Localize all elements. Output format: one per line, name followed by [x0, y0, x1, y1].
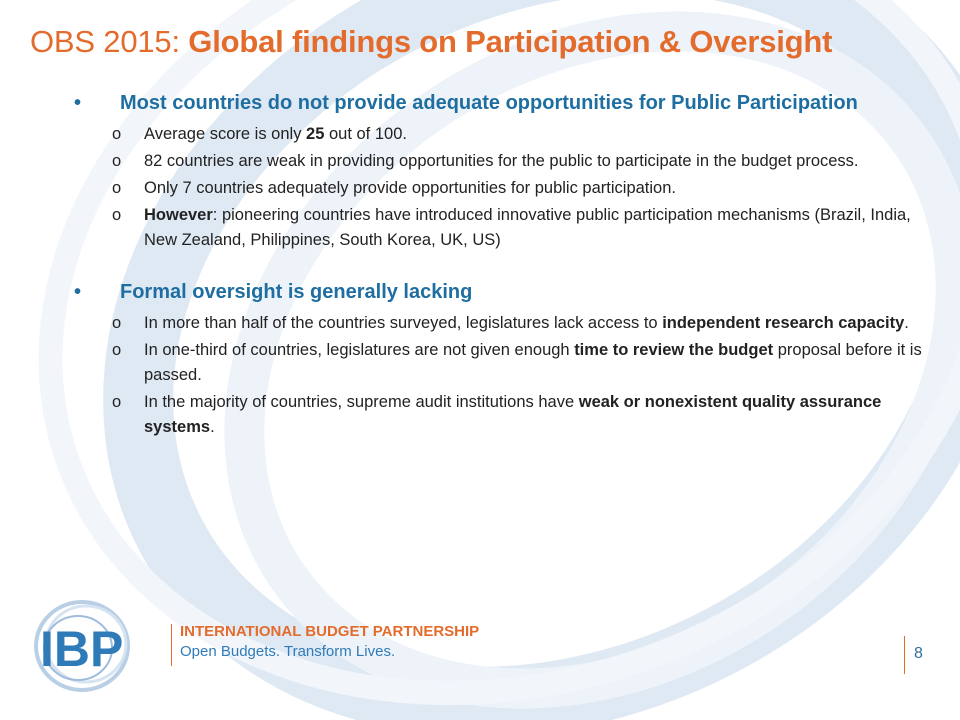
- title-prefix: OBS 2015:: [30, 24, 189, 59]
- circle-bullet-icon: o: [112, 152, 122, 170]
- section-participation-heading: [72, 88, 922, 118]
- list-item: [72, 176, 922, 201]
- bullet-icon: •: [74, 281, 82, 303]
- item-text-bold: 25: [306, 125, 325, 143]
- list-item: [72, 149, 922, 174]
- ibp-logo: [30, 594, 480, 694]
- item-text-bold: time to review the budget: [574, 341, 774, 359]
- page-number-divider: [904, 636, 905, 674]
- list-item: [72, 203, 922, 253]
- item-text-bold: independent research capacity: [662, 314, 905, 332]
- item-text: In more than half of the countries surveyed, legislatures lack access to: [144, 314, 663, 332]
- list-item: [72, 338, 922, 388]
- item-text-bold: weak or nonexistent quality assurance systems: [144, 393, 882, 436]
- item-text: .: [904, 314, 909, 332]
- heading-text: Most countries do not provide adequate opportunities for Public Participation: [120, 92, 858, 114]
- bullet-icon: •: [74, 92, 82, 114]
- circle-bullet-icon: o: [112, 341, 122, 359]
- page-number: 8: [914, 645, 923, 662]
- item-text: In the majority of countries, supreme audit institutions have: [144, 393, 579, 411]
- circle-bullet-icon: o: [112, 206, 122, 224]
- logo-organization-name: INTERNATIONAL BUDGET PARTNERSHIP: [180, 623, 480, 640]
- list-item: [72, 122, 922, 147]
- ibp-logo-mark-icon: [30, 594, 170, 694]
- item-text: In one-third of countries, legislatures are not given enough: [144, 341, 575, 359]
- item-text-bold: However: [144, 206, 213, 224]
- item-text: Average score is only: [144, 125, 307, 143]
- circle-bullet-icon: o: [112, 179, 122, 197]
- list-item: [72, 390, 922, 440]
- item-text: : pioneering countries have introduced innovative public participation mechanisms (Brazil, India, New Zealand, Philippines, South Korea, UK, US): [144, 206, 911, 249]
- circle-bullet-icon: o: [112, 393, 122, 411]
- item-text: Only 7 countries adequately provide opportunities for public participation.: [144, 179, 676, 197]
- participation-findings-list: [72, 122, 922, 253]
- circle-bullet-icon: o: [112, 314, 122, 332]
- item-text: proposal before it is passed.: [144, 341, 922, 384]
- item-text: 82 countries are weak in providing opportunities for the public to participate in the budget process.: [144, 152, 859, 170]
- section-oversight-heading: [72, 277, 922, 307]
- logo-tagline: Open Budgets. Transform Lives.: [180, 643, 396, 660]
- content-body: [72, 88, 922, 442]
- oversight-findings-list: [72, 311, 922, 440]
- heading-text: Formal oversight is generally lacking: [120, 281, 473, 303]
- slide-title: [30, 24, 950, 60]
- circle-bullet-icon: o: [112, 125, 122, 143]
- item-text: .: [210, 418, 215, 436]
- list-item: [72, 311, 922, 336]
- svg-text:IBP: IBP: [40, 621, 124, 677]
- title-main: Global findings on Participation & Oversight: [188, 24, 833, 59]
- logo-divider: [171, 624, 172, 666]
- item-text: out of 100.: [324, 125, 407, 143]
